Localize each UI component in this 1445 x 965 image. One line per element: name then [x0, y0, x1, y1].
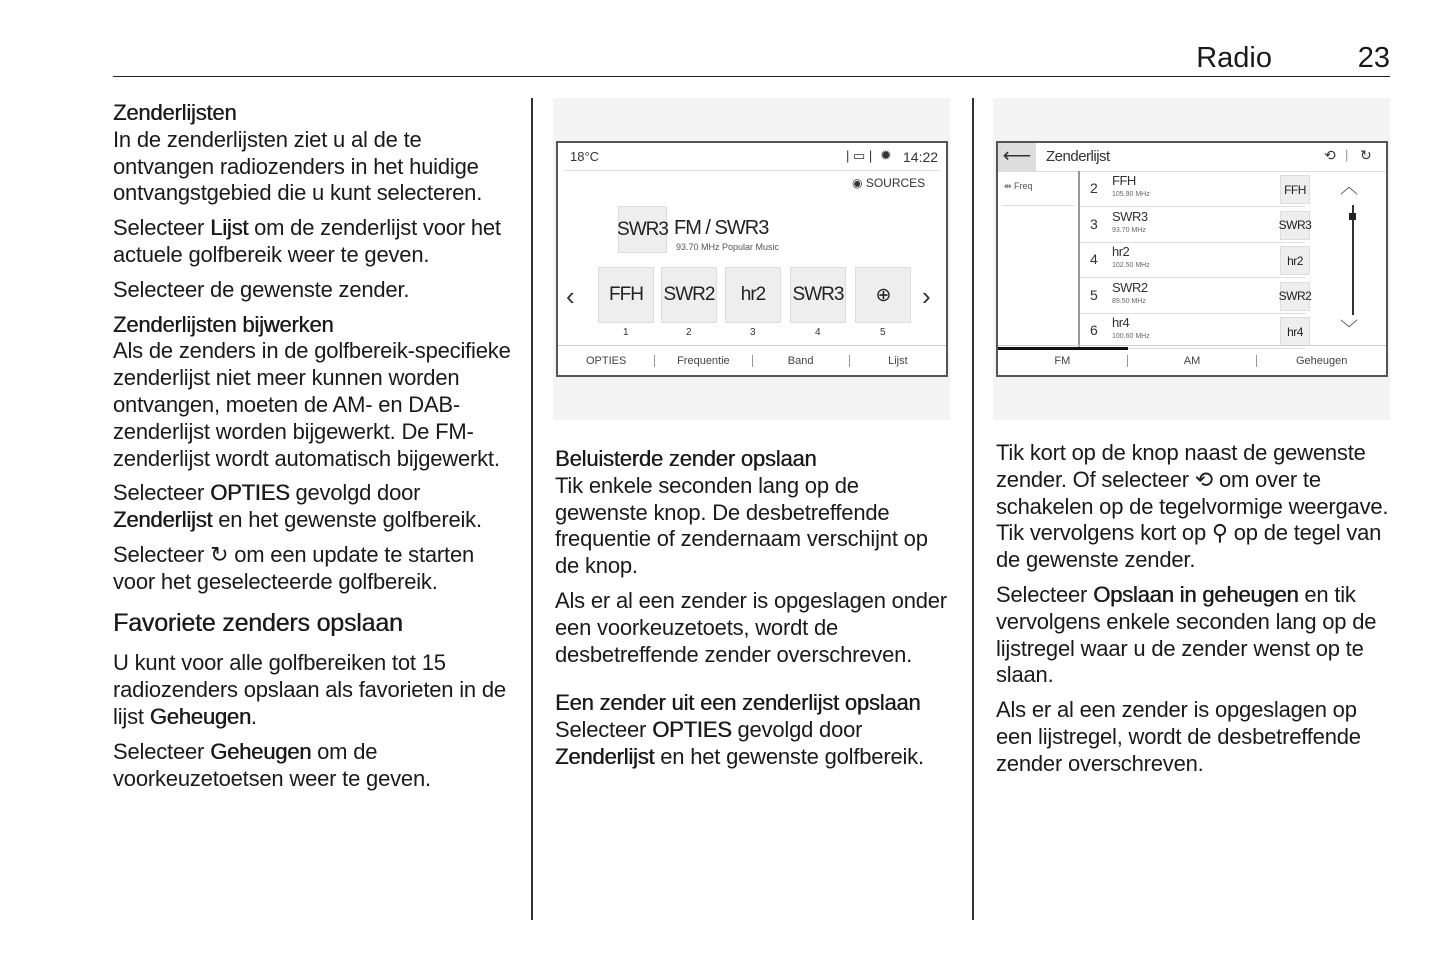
paragraph [113, 480, 513, 534]
text-run: Selecteer [113, 480, 211, 506]
paragraph [996, 440, 1393, 574]
text-run: Als er al een zender is opgeslagen op een lijstregel, wordt de desbetreffende zender overschreven. [996, 697, 1361, 776]
row-number: 6 [1090, 322, 1098, 338]
text-run: gevolgd door [289, 480, 421, 506]
station-name: FFH [1112, 173, 1136, 188]
sort-label: Freq [1014, 181, 1033, 191]
heading [555, 446, 953, 473]
phone-icon[interactable]: | ▭ | [846, 148, 873, 163]
station-frequency: 102.50 MHz [1112, 262, 1150, 269]
tab-lijst[interactable]: Lijst [888, 354, 908, 367]
current-station-logo: SWR3 [618, 206, 667, 253]
station-name: hr2 [1112, 244, 1130, 259]
text-run: op de tegel van de gewenste zender. [996, 520, 1382, 573]
preset-number: 3 [750, 327, 756, 338]
paragraph [113, 650, 513, 730]
row-number: 2 [1090, 180, 1098, 196]
text-run: Selecteer [113, 738, 211, 764]
tab-fm[interactable]: FM [1054, 354, 1071, 367]
scroll-down-icon[interactable]: ﹀ [1340, 319, 1358, 339]
page-header [113, 40, 1390, 77]
bottom-tab-bar [558, 345, 946, 375]
text-run: en het gewenste golfbereik. [654, 743, 924, 769]
station-name: hr4 [1112, 315, 1130, 330]
sources-label: SOURCES [865, 176, 926, 190]
tab-frequentie[interactable]: Frequentie [677, 354, 730, 367]
station-list-row[interactable] [1080, 243, 1305, 278]
text-run: om de zenderlijst voor het actuele golfbereik weer te geven. [113, 215, 501, 267]
text-run: Tik enkele seconden lang op de gewenste knop. De desbetreffende frequentie of zendernaam verschijnt op de knop. [555, 472, 928, 579]
preset-button[interactable]: ⊕ [855, 267, 911, 323]
text-run: ↻ [210, 541, 229, 567]
back-arrow-icon[interactable]: ⟵ [998, 143, 1036, 171]
station-list-row[interactable] [1080, 314, 1305, 349]
heading [113, 610, 513, 637]
text-run: ⚲ [1211, 520, 1228, 546]
clock: 14:22 [903, 149, 939, 165]
tile-view-icon[interactable]: ⟲ [1324, 147, 1336, 163]
preset-button[interactable]: hr2 [725, 267, 781, 323]
sort-button[interactable]: ⇹ Freq [1004, 181, 1033, 191]
ui-term: Lijst [210, 215, 249, 241]
settings-icon[interactable]: ✹ [880, 147, 892, 163]
text-run: Selecteer [113, 215, 211, 241]
figure-radio-main-screen [553, 98, 950, 420]
station-list-row[interactable] [1080, 279, 1312, 314]
screen-title: Zenderlijst [1046, 148, 1110, 165]
text-run: Tik kort op de knop naast de gewenste zender. Of selecteer [996, 440, 1366, 492]
text-run: en tik vervolgens enkele seconden lang op de lijstregel waar u de zender wenst op te slaan. [996, 581, 1377, 688]
current-station-title: FM / SWR3 [674, 217, 769, 239]
text-run: Zenderlijsten bijwerken [113, 311, 334, 337]
current-station-info: 93.70 MHz Popular Music [676, 242, 780, 252]
heading [555, 690, 953, 717]
scrollbar[interactable] [1352, 205, 1354, 315]
tab-geheugen[interactable]: Geheugen [1295, 354, 1348, 367]
paragraph [555, 588, 953, 668]
store-station-button[interactable]: FFH [1280, 175, 1310, 204]
text-run: Als er al een zender is opgeslagen onder een voorkeuzetoets, wordt de desbetreffende zender overschreven. [555, 587, 947, 667]
spacer [555, 676, 953, 690]
row-number: 3 [1090, 215, 1098, 232]
text-run: Selecteer de gewenste zender. [113, 276, 410, 302]
column-divider [531, 98, 533, 920]
column-divider [972, 98, 974, 920]
station-frequency: 89.50 MHz [1112, 297, 1146, 305]
ui-term: Geheugen [149, 703, 251, 729]
paragraph [113, 215, 513, 269]
middle-column [555, 446, 953, 779]
store-station-button[interactable]: hr2 [1280, 246, 1310, 275]
paragraph [555, 473, 953, 580]
paragraph [113, 542, 513, 596]
text-run: om een update te starten voor het geselecteerde golfbereik. [113, 541, 475, 594]
scrollbar-thumb[interactable] [1349, 213, 1356, 220]
row-number: 5 [1090, 286, 1098, 303]
section-title: Radio [1196, 42, 1272, 74]
paragraph [113, 277, 513, 304]
store-station-button[interactable]: hr4 [1280, 317, 1310, 346]
previous-arrow-icon[interactable]: ‹ [566, 281, 575, 311]
heading [113, 312, 513, 339]
station-name: SWR2 [1112, 279, 1148, 295]
tab-am[interactable]: AM [1183, 354, 1201, 367]
text-run: gevolgd door [731, 717, 863, 743]
row-number: 4 [1090, 251, 1098, 267]
preset-button[interactable]: SWR2 [661, 267, 717, 323]
page-number: 23 [1357, 42, 1390, 74]
station-frequency: 105.90 MHz [1112, 191, 1150, 198]
station-list-row[interactable] [1080, 172, 1305, 207]
station-list-row[interactable] [1080, 208, 1312, 243]
text-run: Beluisterde zender opslaan [555, 446, 817, 471]
sources-button[interactable] [852, 176, 925, 190]
refresh-icon[interactable]: ↻ [1360, 147, 1372, 163]
figure-station-list-screen [993, 98, 1390, 420]
temperature: 18°C [570, 149, 600, 164]
paragraph [113, 127, 513, 207]
heading [113, 100, 513, 127]
text-run: Zenderlijsten [113, 100, 237, 125]
radio-screen [556, 141, 948, 377]
paragraph [113, 739, 513, 793]
text-run: In de zenderlijsten ziet u al de te ontvangen radiozenders in het huidige ontvangstgebied die u kunt selecteren. [113, 126, 483, 206]
preset-button[interactable]: SWR3 [790, 267, 846, 323]
preset-button[interactable]: FFH [598, 267, 654, 323]
preset-number: 2 [686, 327, 692, 338]
scroll-up-icon[interactable]: ︿ [1340, 177, 1358, 197]
station-name: SWR3 [1112, 208, 1148, 224]
tab-opties[interactable]: OPTIES [585, 354, 627, 367]
text-run: Favoriete zenders opslaan [113, 608, 403, 637]
text-run: Een zender uit een zenderlijst opslaan [555, 690, 921, 716]
ui-term: OPTIES [210, 480, 290, 506]
paragraph [996, 697, 1393, 777]
ui-term: Zenderlijst [555, 743, 655, 769]
sources-icon: ◉ [852, 176, 863, 190]
right-column [996, 440, 1393, 786]
text-run: om over te schakelen op de tegelvormige weergave. Tik vervolgens kort op [996, 466, 1389, 546]
divider [564, 170, 940, 171]
text-run: . [250, 703, 257, 729]
band-tab-bar [998, 345, 1386, 375]
preset-number: 4 [815, 327, 821, 338]
paragraph [555, 717, 953, 771]
preset-number: 5 [880, 327, 886, 338]
paragraph [996, 582, 1393, 689]
text-run: ⟲ [1194, 466, 1214, 492]
left-column [113, 100, 513, 800]
next-arrow-icon[interactable]: › [922, 281, 931, 311]
paragraph [113, 338, 513, 472]
text-run: Selecteer [996, 581, 1094, 607]
station-list-screen: ⟵ Zenderlijst ⟲ | ↻ ⇹ Freq 2 FFH 105.90 MHz FFH 3 SWR3 93.70 MHz SWR3 4 hr2 102.50 MHz hr2 5 SWR2 89.50 MHz SWR2 6 hr4 100.60 MHz hr4 ︿ ﹀ FM AM Geheugen [996, 141, 1388, 377]
ui-term: Opslaan in geheugen [1093, 581, 1299, 607]
preset-number: 1 [623, 327, 629, 338]
text-run: Selecteer [113, 541, 211, 567]
station-frequency: 100.60 MHz [1112, 333, 1150, 340]
text-run: U kunt voor alle golfbereiken tot 15 radiozenders opslaan als favorieten in de lijst [113, 650, 506, 729]
text-run: om de voorkeuzetoetsen weer te geven. [113, 738, 431, 791]
tab-band[interactable]: Band [787, 354, 814, 367]
ui-term: Zenderlijst [113, 507, 213, 533]
station-frequency: 93.70 MHz [1112, 226, 1146, 234]
text-run: Selecteer [555, 717, 653, 743]
text-run: en het gewenste golfbereik. [212, 507, 482, 533]
text-run: Als de zenders in de golfbereik-specifieke zenderlijst niet meer kunnen worden ontvangen, moeten de AM- en DAB-zenderlijst worden bijgewerkt. De FM-zenderlijst wordt automatisch bijgewerkt. [113, 338, 511, 471]
ui-term: Geheugen [210, 738, 312, 764]
ui-term: OPTIES [652, 717, 732, 743]
store-station-button[interactable]: SWR2 [1280, 282, 1310, 311]
store-station-button[interactable]: SWR3 [1280, 211, 1310, 240]
